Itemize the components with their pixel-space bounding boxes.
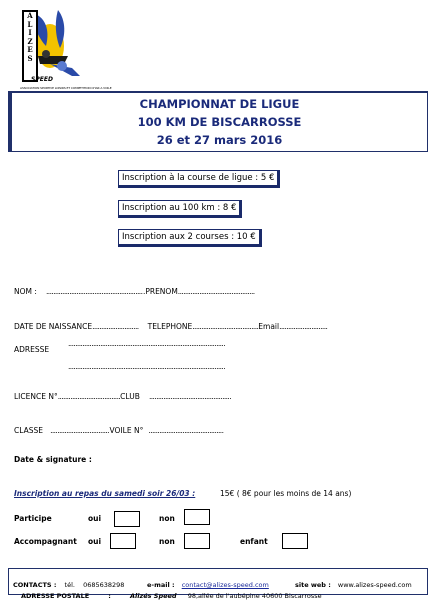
prenom-label: ..PRENOM: [140, 287, 178, 296]
footer-site-label: site web :: [295, 581, 331, 589]
footer-address-value: 98,allée de l'aubépine 40600 Biscarrosse: [187, 592, 322, 600]
event-dates: 26 et 27 mars 2016: [156, 133, 283, 147]
voile-field[interactable]: ..........................................: [148, 426, 224, 435]
accompagnant-non-checkbox[interactable]: [184, 533, 210, 549]
footer-email-label: e-mail :: [147, 581, 175, 589]
nom-label: NOM :: [14, 287, 37, 296]
repas-label: Inscription au repas du samedi soir 26/03 :: [14, 489, 196, 498]
classe-row: [14, 418, 223, 437]
logo-letter: L: [27, 19, 33, 29]
accompagnant-non-label: non: [159, 537, 175, 546]
participe-non-label: non: [159, 514, 175, 523]
prenom-field[interactable]: ...........................................: [177, 287, 255, 296]
footer-tel-value: 0685638298: [83, 581, 125, 589]
footer-address-line: [21, 583, 322, 602]
accompagnant-label: Accompagnant: [14, 537, 77, 546]
email-field[interactable]: ...........................: [279, 322, 328, 331]
date-signature-label: Date & signature :: [14, 455, 92, 464]
accompagnant-oui-checkbox[interactable]: [110, 533, 136, 549]
email-label: Email: [258, 322, 280, 331]
adresse-field-line-1[interactable]: ........................................................................................: [68, 339, 225, 348]
logo-letter-column: [22, 10, 38, 82]
accompagnant-oui-label: oui: [88, 537, 102, 546]
event-subtitle: 100 KM DE BISCARROSSE: [137, 115, 302, 129]
telephone-field[interactable]: .....................................: [192, 322, 259, 331]
voile-label: .VOILE N°: [107, 426, 144, 435]
adresse-row: [14, 337, 49, 356]
participe-label: Participe: [14, 514, 52, 523]
classe-field[interactable]: ................................: [50, 426, 108, 435]
naissance-row: [14, 314, 327, 333]
logo-letter: E: [27, 45, 33, 54]
contact-footer: [8, 568, 428, 600]
logo-letter: Z: [27, 36, 33, 46]
price-100km: Inscription au 100 km : 8 €: [118, 200, 242, 218]
footer-address-sep: :: [108, 592, 111, 600]
logo-letter: A: [27, 11, 33, 20]
adresse-field-line-2[interactable]: ........................................................................................: [68, 362, 225, 371]
logo-speed-word: SPEED: [31, 76, 53, 83]
naissance-label: DATE DE NAISSANCE: [14, 322, 93, 331]
price-2-courses: Inscription aux 2 courses : 10 €: [118, 229, 262, 247]
logo-letter: I: [28, 28, 32, 37]
classe-label: CLASSE: [14, 426, 43, 435]
footer-tel-label: tél.: [64, 581, 75, 589]
club-field[interactable]: ..............................................: [148, 392, 232, 401]
participe-oui-label: oui: [88, 514, 102, 523]
logo-letter: S: [27, 53, 33, 63]
event-title: CHAMPIONNAT DE LIGUE: [139, 97, 300, 111]
naissance-field[interactable]: ..........................: [92, 322, 139, 331]
repas-price: 15€ ( 8€ pour les moins de 14 ans): [220, 489, 352, 498]
licence-row: [14, 384, 231, 403]
participe-oui-checkbox[interactable]: [114, 511, 140, 527]
licence-field[interactable]: ...................................: [57, 392, 121, 401]
licence-label: LICENCE N°: [14, 392, 58, 401]
alizes-speed-logo: [20, 6, 112, 90]
footer-address-label: ADRESSE POSTALE: [21, 592, 90, 600]
footer-contacts-label: CONTACTS :: [13, 581, 57, 589]
logo-caption: ASSOCIATION SPORTIVE LOISIRS ET COMPETITION CHAR A VOILE: [20, 86, 112, 90]
telephone-label: TELEPHONE: [147, 322, 193, 331]
footer-org-name: Alizés Speed: [129, 592, 177, 600]
enfant-label: enfant: [240, 537, 268, 546]
footer-site-link[interactable]: www.alizes-speed.com: [337, 581, 412, 589]
participe-non-checkbox[interactable]: [184, 509, 210, 525]
adresse-label: ADRESSE: [14, 345, 50, 354]
nom-field[interactable]: .....................................................: [46, 287, 141, 296]
club-label: CLUB: [120, 392, 140, 401]
footer-email-link[interactable]: contact@alizes-speed.com: [181, 581, 269, 589]
nom-row: [14, 279, 255, 298]
enfant-checkbox[interactable]: [282, 533, 308, 549]
price-course-ligue: Inscription à la course de ligue : 5 €: [118, 170, 280, 188]
event-title-box: [8, 91, 428, 152]
